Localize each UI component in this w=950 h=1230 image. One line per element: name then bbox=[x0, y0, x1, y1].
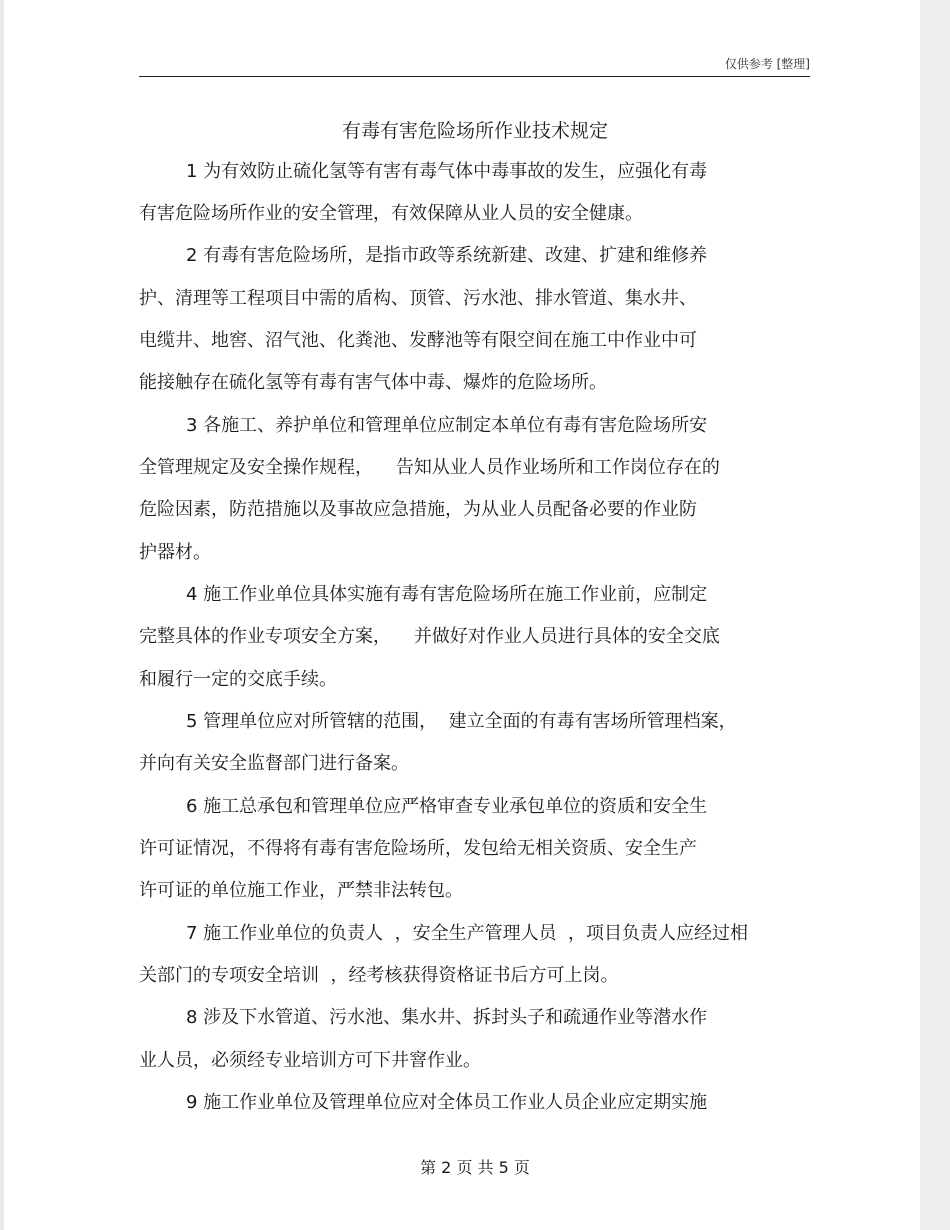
document-title: 有毒有害危险场所作业技术规定 bbox=[341, 120, 608, 142]
body-line: 9 施工作业单位及管理单位应对全体员工作业人员企业应定期实施 bbox=[186, 1092, 708, 1113]
header-rule bbox=[139, 76, 810, 77]
body-line: 业人员，必须经专业培训方可下井窨作业。 bbox=[139, 1050, 481, 1071]
body-line: 6 施工总承包和管理单位应严格审查专业承包单位的资质和安全生 bbox=[186, 796, 708, 817]
body-line: 3 各施工、养护单位和管理单位应制定本单位有毒有害危险场所安 bbox=[186, 415, 708, 436]
body-line: 4 施工作业单位具体实施有毒有害危险场所在施工作业前，应制定 bbox=[186, 584, 708, 605]
body-line: 护、清理等工程项目中需的盾构、顶管、污水池、排水管道、集水井、 bbox=[139, 288, 697, 309]
body-line: 2 有毒有害危险场所，是指市政等系统新建、改建、扩建和维修养 bbox=[186, 245, 708, 266]
body-line: 许可证情况，不得将有毒有害危险场所，发包给无相关资质、安全生产 bbox=[139, 838, 697, 859]
page-left-edge bbox=[0, 0, 4, 1230]
body-line: 1 为有效防止硫化氢等有害有毒气体中毒事故的发生，应强化有毒 bbox=[186, 161, 708, 182]
body-line: 护器材。 bbox=[139, 542, 211, 563]
page-right-edge bbox=[920, 0, 950, 1230]
body-line: 关部门的专项安全培训 ，经考核获得资格证书后方可上岗。 bbox=[139, 965, 619, 986]
header-note: 仅供参考 [整理] bbox=[724, 57, 810, 71]
body-line: 全管理规定及安全操作规程， 告知从业人员作业场所和工作岗位存在的 bbox=[139, 457, 720, 478]
body-line: 危险因素，防范措施以及事故应急措施，为从业人员配备必要的作业防 bbox=[139, 499, 697, 520]
body-line: 和履行一定的交底手续。 bbox=[139, 669, 337, 690]
body-line: 电缆井、地窖、沼气池、化粪池、发酵池等有限空间在施工中作业中可 bbox=[139, 330, 697, 351]
body-line: 并向有关安全监督部门进行备案。 bbox=[139, 753, 409, 774]
body-line: 能接触存在硫化氢等有毒有害气体中毒、爆炸的危险场所。 bbox=[139, 372, 607, 393]
body-line: 许可证的单位施工作业，严禁非法转包。 bbox=[139, 880, 463, 901]
body-line: 7 施工作业单位的负责人 ，安全生产管理人员 ，项目负责人应经过相 bbox=[186, 923, 749, 944]
body-line: 有害危险场所作业的安全管理，有效保障从业人员的安全健康。 bbox=[139, 203, 643, 224]
body-line: 完整具体的作业专项安全方案， 并做好对作业人员进行具体的安全交底 bbox=[139, 626, 720, 647]
body-line: 8 涉及下水管道、污水池、集水井、拆封头子和疏通作业等潜水作 bbox=[186, 1007, 708, 1028]
body-line: 5 管理单位应对所管辖的范围， 建立全面的有毒有害场所管理档案， bbox=[186, 711, 737, 732]
page-number-footer: 第 2 页 共 5 页 bbox=[420, 1158, 530, 1177]
